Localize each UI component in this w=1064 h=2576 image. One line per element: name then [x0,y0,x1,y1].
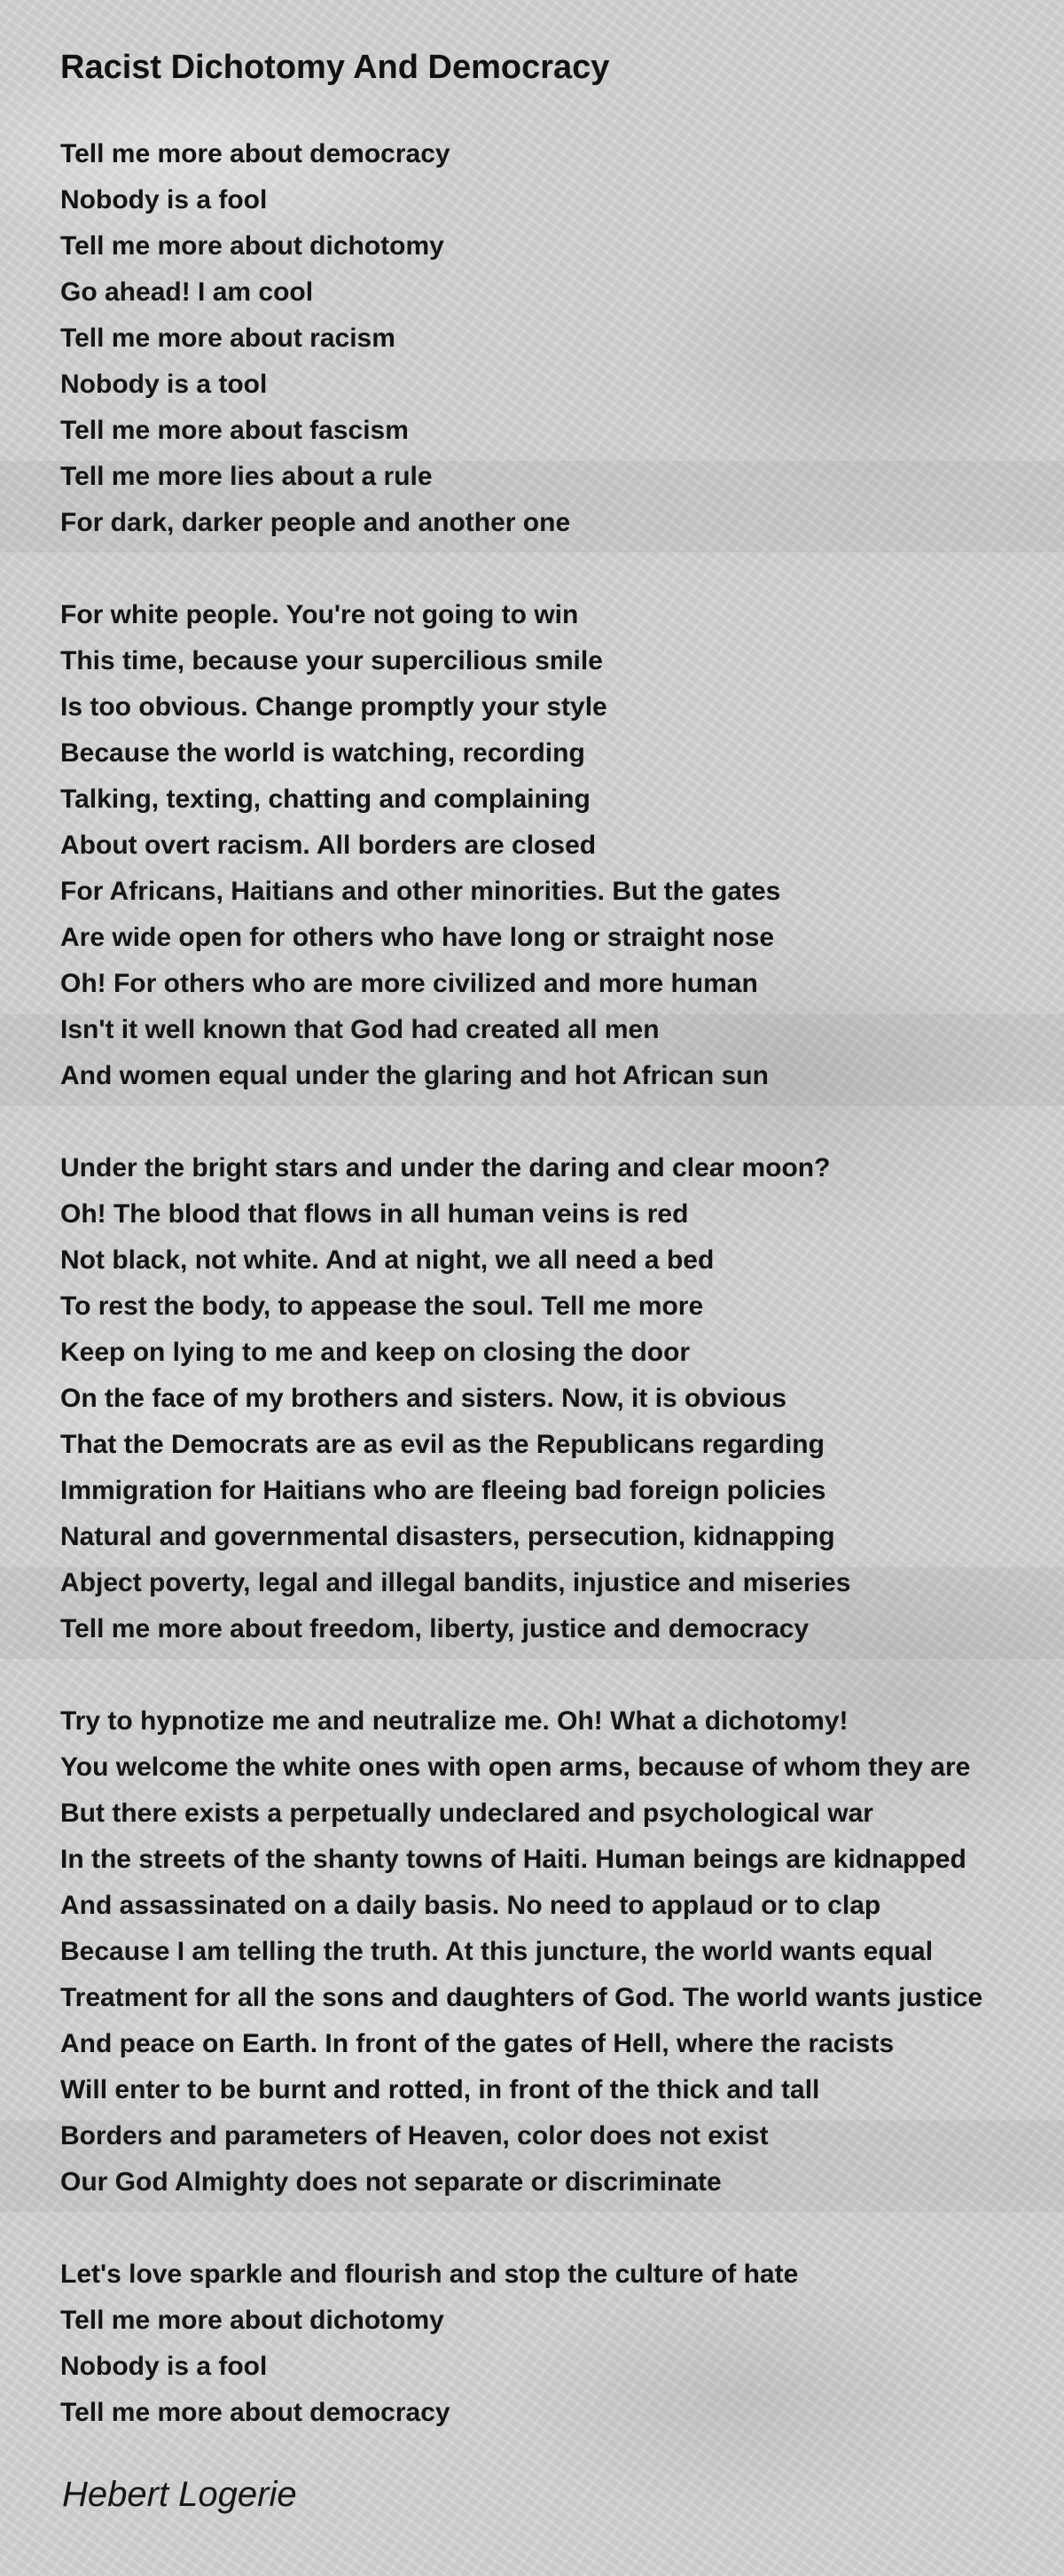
poem-line: For Africans, Haitians and other minorities. But the gates [60,877,781,906]
poem-line: Nobody is a tool [60,370,268,399]
poem-line: Tell me more about democracy [60,139,450,168]
poem-line: In the streets of the shanty towns of Haiti. Human beings are kidnapped [60,1845,966,1874]
poem-line: Tell me more about democracy [60,2398,450,2427]
poem-line: Immigration for Haitians who are fleeing bad foreign policies [60,1476,826,1505]
poem-author: Hebert Logerie [62,2475,297,2514]
poem-line: For white people. You're not going to win [60,600,579,629]
stanza-5 [60,2252,798,2436]
poem-line: Tell me more about racism [60,324,395,353]
poem-line: Is too obvious. Change promptly your style [60,692,607,722]
stanza-3 [60,1145,850,1652]
poem-line: To rest the body, to appease the soul. Tell me more [60,1292,704,1321]
poem-line: Tell me more about freedom, liberty, justice and democracy [60,1614,810,1643]
stanza-4 [60,1698,982,2205]
stanza-1 [60,131,570,546]
poem-line: But there exists a perpetually undeclared and psychological war [60,1799,873,1828]
poem-line: Talking, texting, chatting and complaining [60,785,591,814]
poem-line: Keep on lying to me and keep on closing the door [60,1338,691,1367]
poem-line: Because the world is watching, recording [60,738,585,768]
poem-line: About overt racism. All borders are closed [60,831,597,860]
poem-line: Under the bright stars and under the daring and clear moon? [60,1153,831,1183]
poem-line: Oh! The blood that flows in all human veins is red [60,1199,689,1229]
poem-line: This time, because your supercilious smile [60,646,603,675]
poem-line: Nobody is a fool [60,185,268,215]
poem-container [60,43,1062,2514]
poem-line: Oh! For others who are more civilized and more human [60,969,758,998]
poem-line: Tell me more about fascism [60,416,409,445]
poem-line: Borders and parameters of Heaven, color does not exist [60,2121,769,2151]
poem-title: Racist Dichotomy And Democracy [60,49,610,86]
poem-line: Not black, not white. And at night, we all need a bed [60,1245,715,1275]
poem-line: Isn't it well known that God had created all men [60,1015,660,1044]
poem-line: Natural and governmental disasters, persecution, kidnapping [60,1522,835,1551]
poem-line: And assassinated on a daily basis. No need to applaud or to clap [60,1891,881,1920]
poem-line: Go ahead! I am cool [60,277,314,307]
poem-line: You welcome the white ones with open arms, because of whom they are [60,1752,971,1782]
poem-line: Will enter to be burnt and rotted, in front of the thick and tall [60,2075,820,2104]
background-divider [0,551,1064,553]
poem-line: Let's love sparkle and flourish and stop the culture of hate [60,2260,799,2289]
poem-line: Treatment for all the sons and daughters of God. The world wants justice [60,1983,983,2012]
poem-line: Our God Almighty does not separate or discriminate [60,2167,722,2197]
poem-line: Tell me more about dichotomy [60,2306,444,2335]
poem-line: Because I am telling the truth. At this juncture, the world wants equal [60,1937,934,1966]
poem-line: For dark, darker people and another one [60,508,571,537]
poem-line: Tell me more lies about a rule [60,462,433,491]
background-divider [0,1105,1064,1106]
poem-line: And women equal under the glaring and hot African sun [60,1061,769,1090]
poem-line: Are wide open for others who have long or straight nose [60,923,775,952]
poem-line: On the face of my brothers and sisters. Now, it is obvious [60,1384,787,1413]
background-divider [0,2211,1064,2213]
poem-line: Nobody is a fool [60,2352,268,2381]
poem-line: And peace on Earth. In front of the gates of Hell, where the racists [60,2029,895,2058]
background-divider [0,1658,1064,1659]
poem-line: Abject poverty, legal and illegal bandits, injustice and miseries [60,1568,851,1597]
poem-line: That the Democrats are as evil as the Republicans regarding [60,1430,825,1459]
poem-line: Tell me more about dichotomy [60,231,444,261]
poem-line: Try to hypnotize me and neutralize me. Oh! What a dichotomy! [60,1706,849,1736]
stanza-2 [60,592,780,1099]
